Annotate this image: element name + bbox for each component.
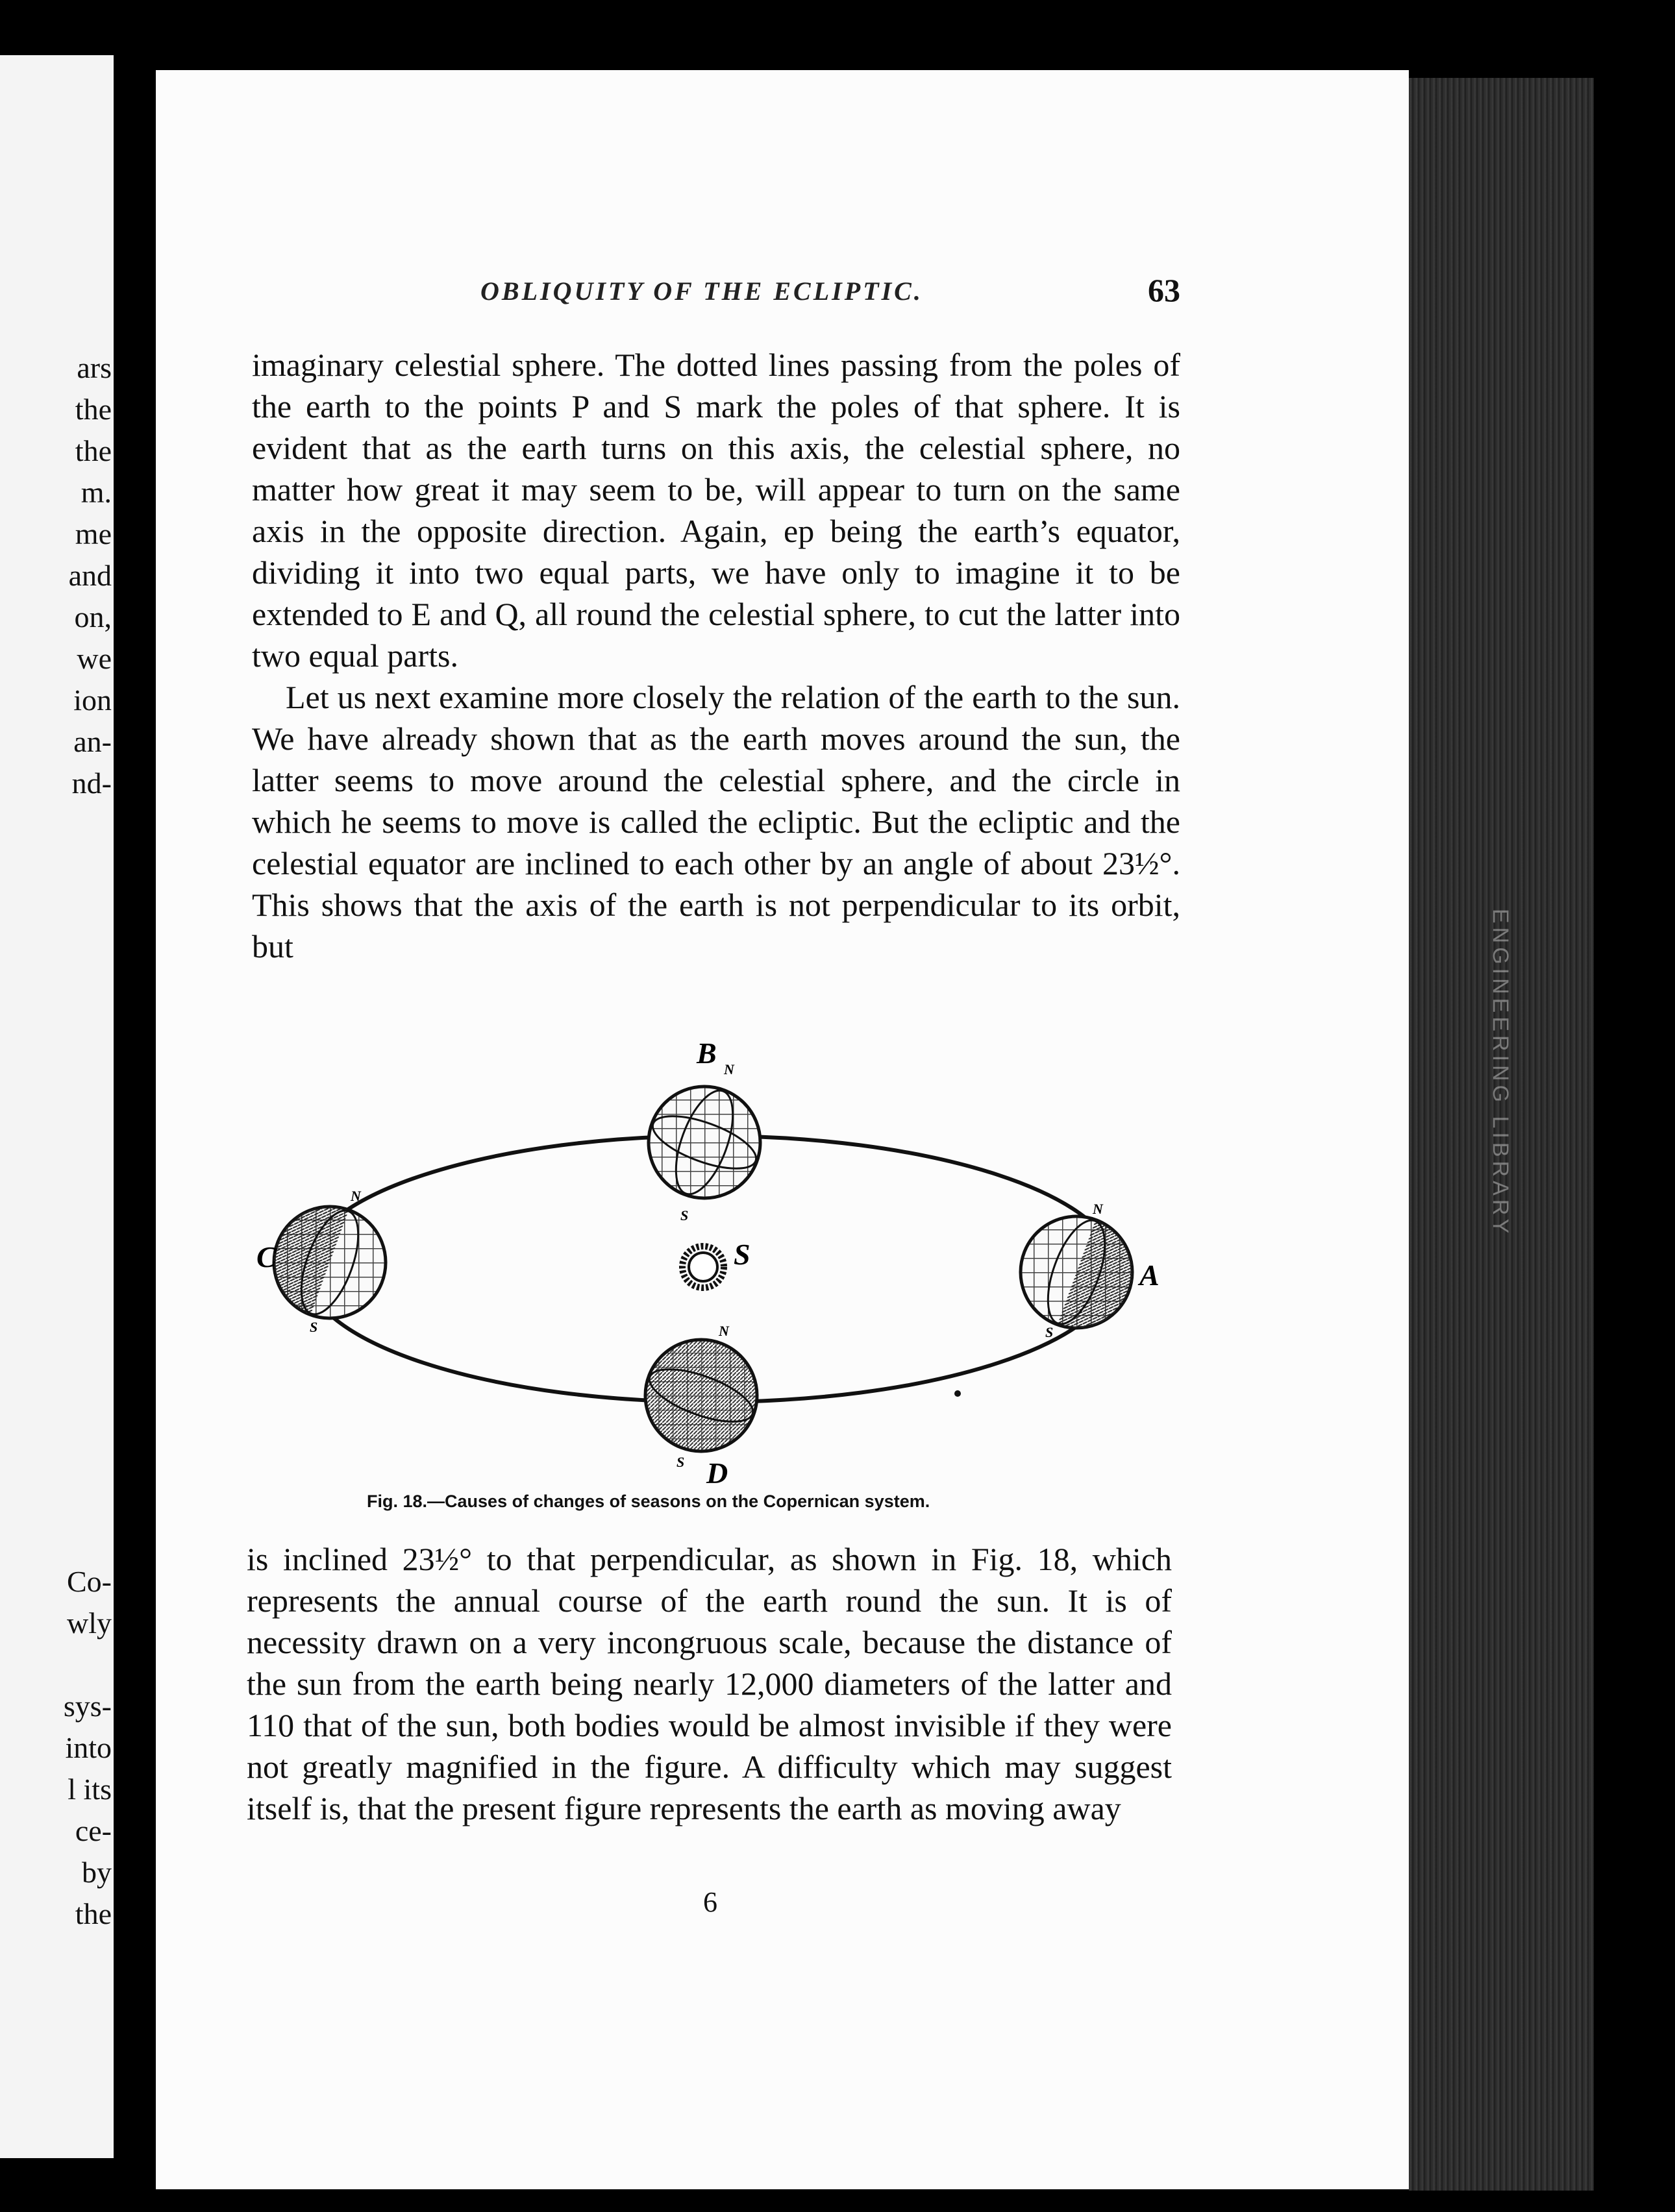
previous-page-line-ending: ars [77,351,112,384]
label-c-south: S [310,1319,318,1335]
previous-page-line-ending: the [75,1897,112,1930]
previous-page-line-ending: ion [73,683,112,717]
previous-page-line-ending: l its [68,1773,112,1806]
text-block-lower [247,1538,1172,1829]
label-a: A [1139,1259,1160,1292]
previous-page-line-ending: nd- [71,767,112,800]
previous-page-line-ending: me [75,517,112,550]
label-d-north: N [719,1323,729,1339]
text-block-upper [252,344,1180,967]
label-sun-s: S [734,1238,751,1271]
earth-globe-c [258,1191,386,1321]
library-stamp: ENGINEERING LIBRARY [1488,909,1513,1238]
signature-mark: 6 [703,1886,717,1918]
previous-page-line-ending: ce- [75,1814,112,1847]
page-number: 63 [1148,272,1180,308]
previous-page-line-ending: on, [74,600,112,633]
earth-globe-b [647,1083,762,1201]
figure-18 [247,1026,1182,1493]
previous-page-line-ending: m. [81,476,112,509]
seasons-diagram [247,1026,1182,1493]
label-b-north: N [724,1061,734,1077]
previous-page-line-ending: into [65,1731,112,1764]
previous-page-line-ending: by [82,1856,112,1889]
previous-page-line-ending: wly [67,1606,112,1640]
previous-page-line-ending [0,1644,112,1686]
label-d: D [706,1456,728,1490]
sun [682,1246,724,1288]
label-a-south: S [1045,1324,1054,1340]
paragraph-inclination: is inclined 23½° to that perpendicular, as shown in Fig. 18, which represents the annual course of the earth round the sun. It is of necessity drawn on a very incongruous scale, because the distance of the sun from the earth being nearly 12,000 diameters of the latter and 110 that of the sun, both bodies would be almost invisible if they were not greatly magnified in the figure. A difficulty which may suggest itself is, that the present figure represents the earth as moving away [247,1541,1172,1826]
label-d-south: S [676,1454,685,1470]
previous-page-line-ending: we [77,642,112,675]
running-head: OBLIQUITY OF THE ECLIPTIC. [480,276,923,306]
orbit-dot [954,1390,961,1397]
earth-globe-d [643,1340,759,1451]
previous-page-line-endings-bottom [0,1561,112,1935]
previous-page-line-ending: and [68,559,112,592]
paragraph-continuation: imaginary celestial sphere. The dotted lines passing from the poles of the earth to the points P and S mark the poles of that sphere. It is evident that as the earth turns on this axis, the celestial sphere, no matter how great it may seem to be, will appear to turn on the same axis in the opposite direction. Again, ep being the earth’s equator, dividing it into two equal parts, we have only to imagine it to be extended to E and Q, all round the celestial sphere, to cut the latter into two equal parts. [252,347,1180,674]
previous-page-line-ending: an- [73,725,112,758]
figure-caption: Fig. 18.—Causes of changes of seasons on the Copernican system. [367,1492,930,1511]
previous-page-line-ending: the [75,393,112,426]
previous-page-line-endings-top [0,347,112,804]
previous-page-fragment [0,55,114,2158]
previous-page-line-ending: the [75,434,112,467]
label-c-north: N [351,1188,361,1204]
earth-globe-a [1021,1213,1148,1344]
label-b-south: S [680,1207,689,1223]
label-c: C [256,1240,277,1273]
previous-page-line-ending: Co- [67,1565,112,1598]
label-b: B [697,1037,717,1070]
previous-page-line-ending: sys- [63,1690,112,1723]
paragraph-ecliptic: Let us next examine more closely the relation of the earth to the sun. We have already shown that as the earth moves around the sun, the latter seems to move around the celestial sphere, and the circle in which he seems to move is called the ecliptic. But the ecliptic and the celestial equator are inclined to each other by an angle of about 23½°. This shows that the axis of the earth is not perpendicular to its orbit, but [252,679,1180,965]
label-a-north: N [1093,1201,1103,1217]
